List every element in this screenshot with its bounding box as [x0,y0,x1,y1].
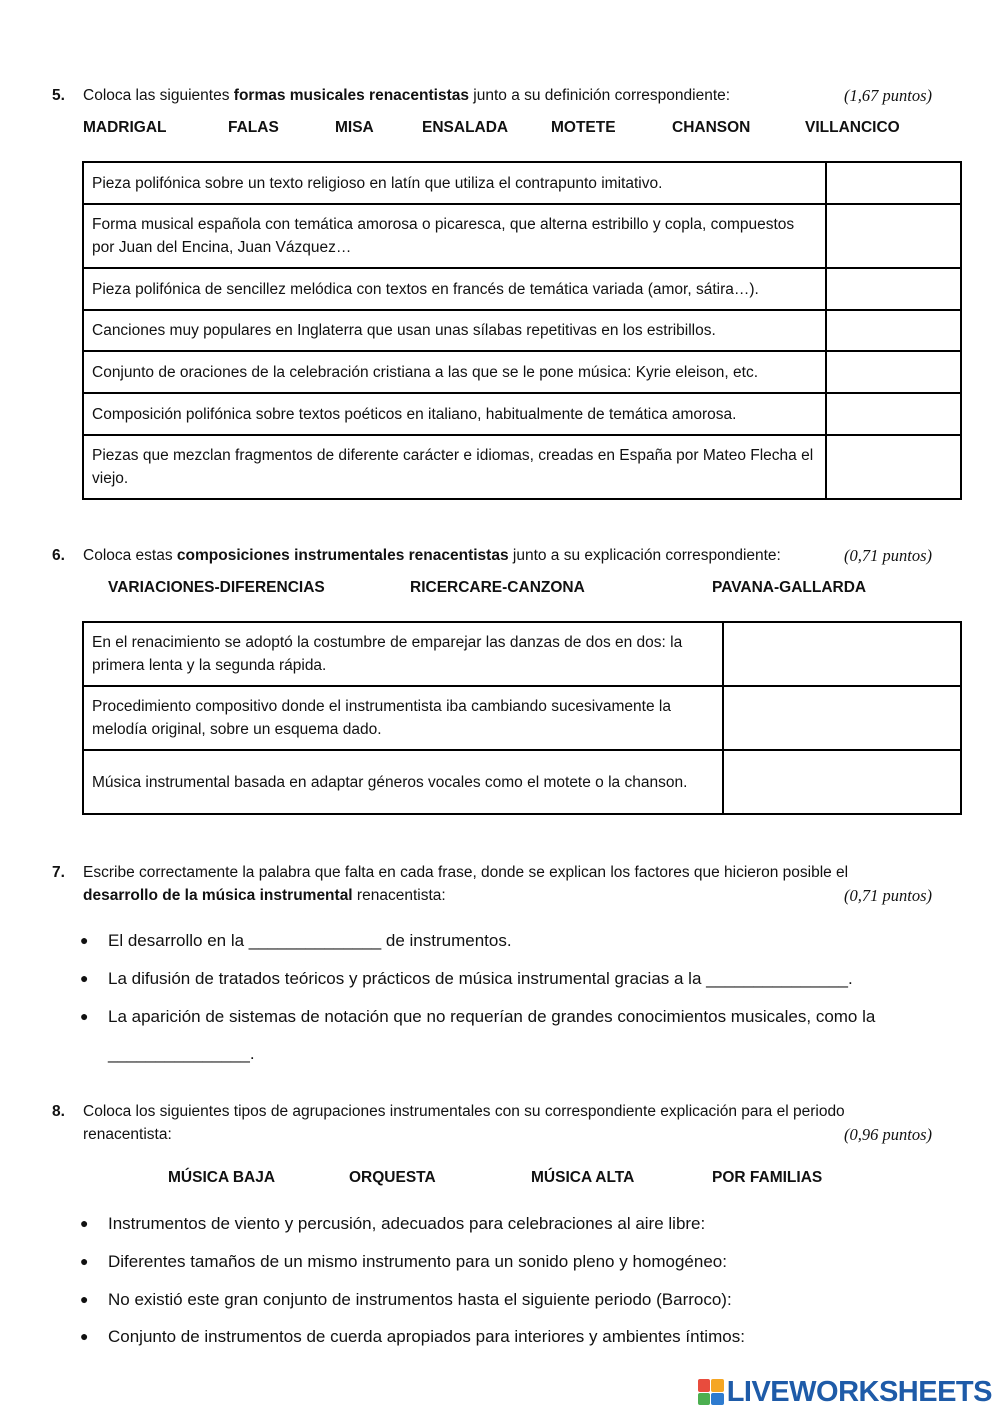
word-orquesta[interactable]: ORQUESTA [349,1169,436,1186]
logo-text: LIVEWORKSHEETS [726,1375,992,1408]
list-item: ● El desarrollo en la ______________ de instrumentos. [80,931,512,950]
question-prompt-line2: renacentista: [83,1126,172,1143]
bullet-icon: ● [80,1215,89,1231]
definitions-table-6 [82,621,962,815]
answer-box[interactable] [723,686,961,750]
bullet-icon: ● [80,932,89,948]
definition-cell: Procedimiento compositivo donde el instrumentista iba cambiando sucesivamente la melodía original, sobre un esquema dado. [83,686,723,750]
definition-cell: Pieza polifónica sobre un texto religioso en latín que utiliza el contrapunto imitativo. [83,162,826,204]
answer-box[interactable] [723,750,961,814]
word-villancico[interactable]: VILLANCICO [805,119,900,136]
bullet-icon: ● [80,1291,89,1307]
word-falas[interactable]: FALAS [228,119,279,136]
answer-box[interactable] [826,393,961,435]
word-madrigal[interactable]: MADRIGAL [83,119,167,136]
question-6 [52,544,932,567]
table-row [83,268,961,310]
list-item: ● Conjunto de instrumentos de cuerda apropiados para interiores y ambientes íntimos: [80,1327,745,1346]
word-misa[interactable]: MISA [335,119,374,136]
answer-box[interactable] [826,435,961,499]
word-motete[interactable]: MOTETE [551,119,616,136]
definition-cell: Música instrumental basada en adaptar géneros vocales como el motete o la chanson. [83,750,723,814]
question-prompt: Coloca las siguientes formas musicales renacentistas junto a su definición correspondiente: [83,87,731,104]
bullet-icon: ● [80,1328,89,1344]
points-label: (0,71 puntos) [844,546,932,565]
definition-cell: Canciones muy populares en Inglaterra que usan unas sílabas repetitivas en los estribillos. [83,310,826,351]
word-chanson[interactable]: CHANSON [672,119,751,136]
answer-box[interactable] [723,622,961,686]
definition-cell: En el renacimiento se adoptó la costumbre de emparejar las danzas de dos en dos: la primera lenta y la segunda rápida. [83,622,723,686]
question-number: 8. [52,1103,65,1120]
bullet-icon: ● [80,1253,89,1269]
word-musica-alta[interactable]: MÚSICA ALTA [531,1169,635,1186]
definition-cell: Composición polifónica sobre textos poéticos en italiano, habitualmente de temática amorosa. [83,393,826,435]
word-bank-5 [0,119,1000,141]
word-musica-baja[interactable]: MÚSICA BAJA [168,1169,276,1186]
question-5 [52,84,932,107]
word-ricercare-canzona[interactable]: RICERCARE-CANZONA [410,579,585,596]
table-row [83,310,961,351]
word-por-familias[interactable]: POR FAMILIAS [712,1169,823,1186]
definition-cell: Piezas que mezclan fragmentos de diferente carácter e idiomas, creadas en España por Mateo Flecha el viejo. [83,435,826,499]
answer-box[interactable] [826,204,961,268]
word-bank-8 [0,1169,1000,1191]
logo-square [711,1379,724,1392]
definition-cell: Conjunto de oraciones de la celebración cristiana a las que se le pone música: Kyrie eleison, etc. [83,351,826,393]
list-item: ● La difusión de tratados teóricos y prácticos de música instrumental gracias a la _______________. [80,969,853,988]
list-item: ● Diferentes tamaños de un mismo instrumento para un sonido pleno y homogéneo: [80,1252,727,1271]
definition-cell: Pieza polifónica de sencillez melódica con textos en francés de temática variada (amor, sátira…). [83,268,826,310]
question-7 [52,861,932,907]
word-variaciones-diferencias[interactable]: VARIACIONES-DIFERENCIAS [108,579,325,596]
points-label: (0,96 puntos) [844,1125,932,1144]
answer-box[interactable] [826,351,961,393]
word-bank-6 [0,579,1000,601]
table-row [83,622,961,686]
question-prompt-line1: Coloca los siguientes tipos de agrupaciones instrumentales con su correspondiente explicación para el periodo [83,1103,845,1120]
table-row [83,393,961,435]
word-ensalada[interactable]: ENSALADA [422,119,509,136]
list-item-continuation[interactable]: _______________. [108,1044,255,1063]
bullet-icon: ● [80,970,89,986]
list-item: ● Instrumentos de viento y percusión, adecuados para celebraciones al aire libre: [80,1214,706,1233]
question-prompt-line1: Escribe correctamente la palabra que falta en cada frase, donde se explican los factores que hicieron posible el [83,864,849,881]
question-prompt: Coloca estas composiciones instrumentales renacentistas junto a su explicación correspondiente: [83,547,781,564]
bullet-icon: ● [80,1008,89,1024]
logo-square [711,1393,724,1406]
logo-square [698,1393,711,1406]
logo-square [698,1379,711,1392]
table-row [83,162,961,204]
question-number: 6. [52,547,65,564]
logo-icon [698,1379,724,1405]
question-number: 5. [52,87,65,104]
question-number: 7. [52,864,65,881]
definitions-table-5 [82,161,962,500]
question-8 [52,1100,932,1146]
list-item: ● No existió este gran conjunto de instrumentos hasta el siguiente periodo (Barroco): [80,1290,732,1309]
list-item: ● La aparición de sistemas de notación que no requerían de grandes conocimientos musicales, como la [80,1007,876,1026]
table-row [83,686,961,750]
definition-cell: Forma musical española con temática amorosa o picaresca, que alterna estribillo y copla, compuestos por Juan del Encina, Juan Vázquez… [83,204,826,268]
points-label: (0,71 puntos) [844,886,932,905]
word-pavana-gallarda[interactable]: PAVANA-GALLARDA [712,579,867,596]
answer-box[interactable] [826,310,961,351]
table-row [83,435,961,499]
table-row [83,204,961,268]
answer-box[interactable] [826,268,961,310]
table-row [83,351,961,393]
liveworksheets-logo [698,1377,992,1407]
question-prompt-line2: desarrollo de la música instrumental renacentista: [83,887,446,904]
points-label: (1,67 puntos) [844,86,932,105]
table-row [83,750,961,814]
answer-box[interactable] [826,162,961,204]
